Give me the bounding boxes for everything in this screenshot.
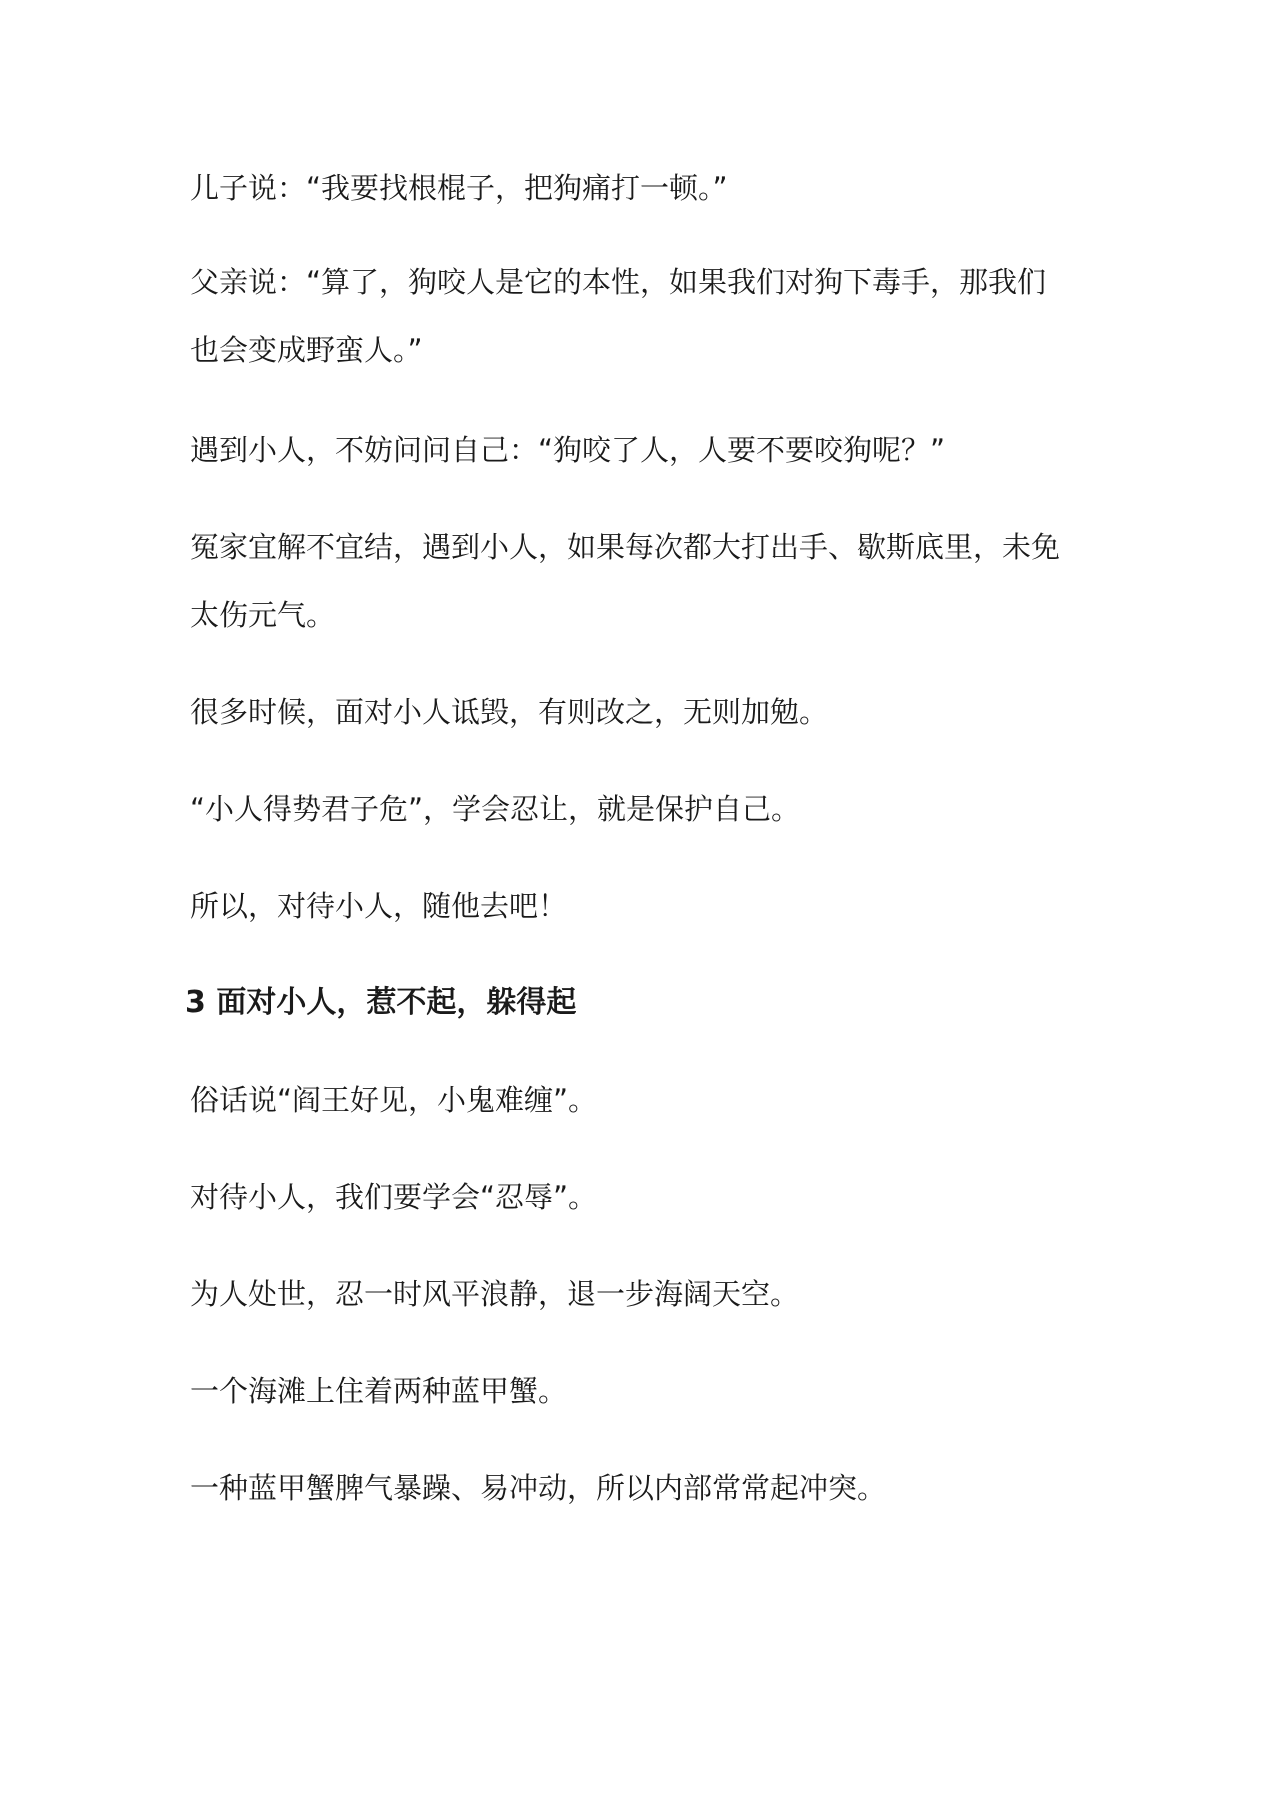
paragraph-line: 为人处世，忍一时风平浪静，退一步海阔天空。: [190, 1277, 800, 1311]
section-heading: 3 面对小人，惹不起，躲得起: [185, 985, 577, 1020]
paragraph-line: 父亲说：“算了，狗咬人是它的本性，如果我们对狗下毒手，那我们: [190, 265, 1047, 299]
paragraph-line: “小人得势君子危”，学会忍让，就是保护自己。: [190, 792, 801, 826]
paragraph-line: 很多时候，面对小人诋毁，有则改之，无则加勉。: [190, 695, 829, 729]
paragraph-line: 太伤元气。: [190, 598, 336, 632]
paragraph-line: 冤家宜解不宜结，遇到小人，如果每次都大打出手、歇斯底里，未免: [190, 530, 1061, 564]
paragraph-line: 所以，对待小人，随他去吧！: [190, 889, 568, 923]
paragraph-line: 俗话说“阎王好见，小鬼难缠”。: [190, 1083, 598, 1117]
paragraph-line: 一种蓝甲蟹脾气暴躁、易冲动，所以内部常常起冲突。: [190, 1471, 887, 1505]
paragraph-line: 也会变成野蛮人。”: [190, 333, 423, 367]
paragraph-line: 对待小人，我们要学会“忍辱”。: [190, 1180, 598, 1214]
paragraph-line: 遇到小人，不妨问问自己：“狗咬了人，人要不要咬狗呢？”: [190, 433, 946, 467]
paragraph-line: 儿子说：“我要找根棍子，把狗痛打一顿。”: [190, 171, 728, 205]
paragraph-line: 一个海滩上住着两种蓝甲蟹。: [190, 1374, 568, 1408]
